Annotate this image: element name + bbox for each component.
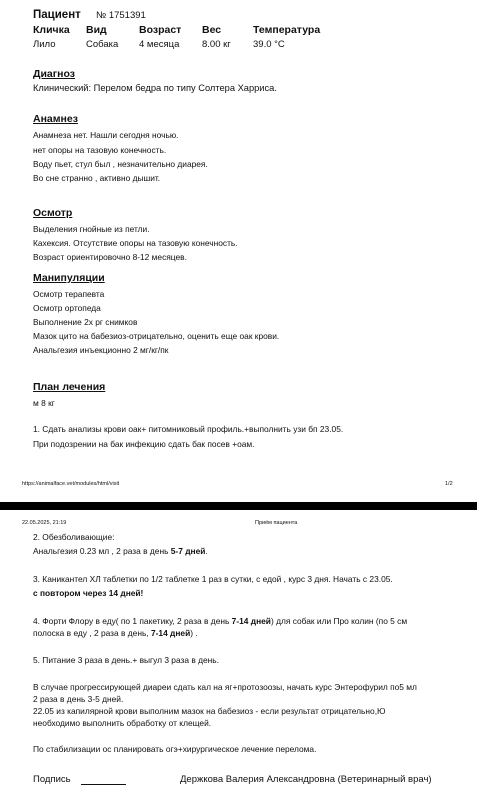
manipulations-line: Осмотр терапевта	[33, 289, 105, 299]
value-name: Лило	[33, 39, 56, 50]
manipulations-title: Манипуляции	[33, 272, 105, 284]
note-line: необходимо выполнить обработку от клещей.	[33, 718, 212, 728]
exam-title: Осмотр	[33, 207, 73, 219]
stabilization-text: По стабилизации ос планировать огэ+хирургическое лечение перелома.	[33, 744, 317, 754]
footer-url: https://animalface.vet/modules/html/visit	[22, 481, 120, 487]
note-line: 22.05 из капилярной крови выполним мазок на бабезиоз - если результат отрицательно,Ю	[33, 706, 386, 716]
plan-title: План лечения	[33, 381, 106, 393]
painkillers-tail: .	[205, 546, 208, 556]
painkillers-text	[33, 546, 208, 556]
kanikantel-repeat: с повтором через 14 дней!	[33, 588, 144, 598]
pro-colin-duration: 7-14 дней	[150, 628, 191, 638]
painkillers-dose: Анальгезия 0.23 мл , 2 раза в день	[33, 546, 171, 556]
anamnesis-line: Анамнеза нет. Нашли сегодня ночью.	[33, 130, 179, 140]
forti-flora-alt: ) для собак или Про колин (по 5 см	[270, 616, 408, 626]
plan-line: 1. Сдать анализы крови оак+ питомниковый профиль.+выполнить узи бп 23.05.	[33, 424, 344, 434]
column-header-age: Возраст	[139, 24, 182, 36]
header-title: Приём пациента	[255, 520, 298, 526]
column-header-weight: Вес	[202, 24, 222, 36]
value-age: 4 месяца	[139, 39, 180, 50]
note-line: 2 раза в день 3-5 дней.	[33, 694, 124, 704]
signature-label: Подпись	[33, 774, 71, 785]
plan-line: При подозрении на бак инфекцию сдать бак посев +оам.	[33, 439, 255, 449]
exam-line: Возраст ориентировочно 8-12 месяцев.	[33, 252, 187, 262]
manipulations-line: Мазок цито на бабезиоз-отрицательно, оценить еще оак крови.	[33, 331, 280, 341]
pro-colin-dose: полоска в еду , 2 раза в день,	[33, 628, 151, 638]
exam-line: Кахексия. Отсутствие опоры на тазовую конечность.	[33, 238, 238, 248]
column-header-name: Кличка	[33, 24, 70, 36]
kanikantel-text: 3. Каникантел ХЛ таблетки по 1/2 таблетке 1 раз в сутки, с едой , курс 3 дня. Начать с 23.05.	[33, 574, 393, 584]
anamnesis-title: Анамнез	[33, 113, 78, 125]
column-header-temperature: Температура	[253, 24, 321, 36]
column-header-species: Вид	[86, 24, 107, 36]
value-temperature: 39.0 °C	[253, 39, 285, 50]
footer-page-number: 1/2	[445, 481, 453, 487]
diagnosis-text: Клинический: Перелом бедра по типу Солтера Харриса.	[33, 83, 277, 93]
forti-flora-dose: 4. Форти Флору в еду( по 1 пакетику, 2 раза в день	[33, 616, 232, 626]
diagnosis-title: Диагноз	[33, 68, 75, 80]
exam-line: Выделения гнойные из петли.	[33, 224, 150, 234]
feeding-text: 5. Питание 3 раза в день.+ выгул 3 раза в день.	[33, 655, 219, 665]
header-datetime: 22.05.2025, 21:19	[22, 520, 67, 526]
manipulations-line: Осмотр ортопеда	[33, 303, 101, 313]
doctor-name: Держкова Валерия Александровна (Ветеринарный врач)	[180, 774, 432, 785]
note-line: В случае прогрессирующей диареи сдать кал на яг+протозоозы, начать курс Энтерофурил по5 мл	[33, 682, 417, 692]
painkillers-title: 2. Обезболивающие:	[33, 532, 115, 542]
patient-label: Пациент	[33, 9, 81, 21]
patient-number: № 1751391	[96, 10, 146, 21]
plan-weight: м 8 кг	[33, 398, 55, 408]
forti-flora-line-1	[33, 616, 407, 626]
anamnesis-line: Во сне странно , активно дышит.	[33, 173, 161, 183]
anamnesis-line: нет опоры на тазовую конечность.	[33, 145, 167, 155]
pro-colin-tail: ) .	[190, 628, 198, 638]
painkillers-duration: 5-7 дней	[170, 546, 206, 556]
anamnesis-line: Воду пьет, стул был , незначительно диарея.	[33, 159, 208, 169]
forti-flora-duration: 7-14 дней	[231, 616, 271, 626]
manipulations-line: Выполнение 2х рг снимков	[33, 317, 138, 327]
value-species: Собака	[86, 39, 119, 50]
document-page-2	[0, 510, 477, 800]
manipulations-line: Анальгезия инъекционно 2 мг/кг/пк	[33, 345, 169, 355]
value-weight: 8.00 кг	[202, 39, 231, 50]
forti-flora-line-2	[33, 628, 198, 638]
signature-line	[81, 784, 126, 785]
